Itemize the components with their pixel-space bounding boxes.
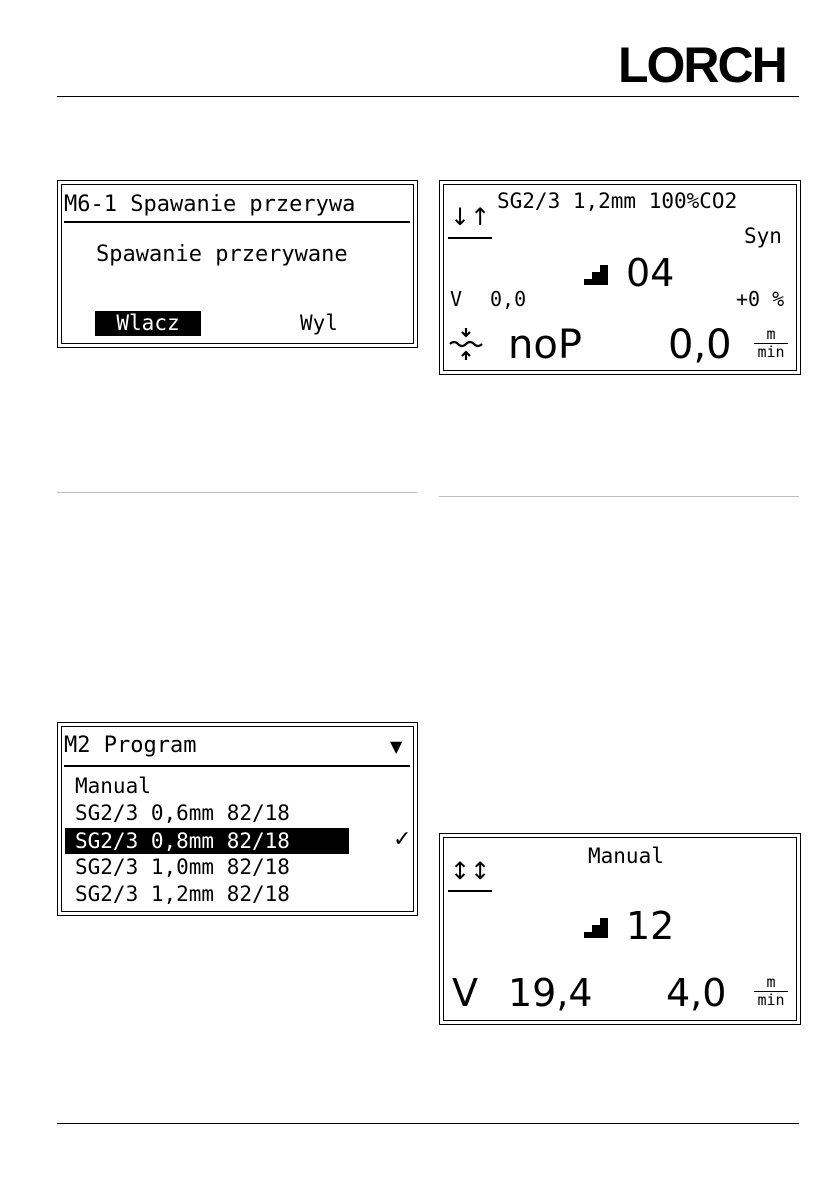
header-rule bbox=[57, 96, 799, 97]
lcd-manual-display bbox=[439, 833, 801, 1025]
main-program: SG2/3 1,2mm 100%CO2 bbox=[497, 189, 738, 213]
four-stroke-icon: ↕↕ bbox=[450, 857, 491, 885]
two-stroke-icon-underline bbox=[448, 237, 492, 239]
lcd-main-display bbox=[439, 180, 801, 375]
option-off[interactable]: Wyl bbox=[300, 311, 338, 335]
divider-right bbox=[439, 496, 799, 497]
m6-title: M6-1 Spawanie przerywa bbox=[64, 192, 356, 217]
manual-step: 12 bbox=[626, 904, 675, 948]
main-wire-speed: 0,0 bbox=[668, 322, 732, 368]
unit-bottom: min bbox=[757, 991, 785, 1009]
program-item-selected[interactable]: SG2/3 0,8mm 82/18 bbox=[65, 828, 349, 854]
step-icon bbox=[584, 918, 608, 938]
unit-bottom: min bbox=[757, 343, 785, 361]
m6-message: Spawanie przerywane bbox=[96, 242, 348, 267]
scroll-down-icon[interactable]: ▼ bbox=[390, 737, 403, 756]
four-stroke-icon-underline bbox=[448, 890, 492, 892]
program-item[interactable]: Manual bbox=[75, 774, 151, 798]
program-item[interactable]: SG2/3 1,2mm 82/18 bbox=[75, 882, 290, 906]
m2-title: M2 Program bbox=[64, 733, 197, 758]
lcd-m6-intermittent bbox=[57, 180, 418, 348]
lorch-logo: LORCH bbox=[618, 37, 786, 93]
manual-wire-speed: 4,0 bbox=[666, 971, 727, 1015]
manual-unit-fraction bbox=[754, 975, 788, 1008]
main-correction: +0 % bbox=[736, 287, 785, 311]
main-mode: Syn bbox=[744, 224, 782, 248]
step-icon bbox=[584, 265, 608, 285]
manual-title: Manual bbox=[588, 844, 664, 868]
lcd-m2-program bbox=[57, 722, 418, 916]
wire-feed-icon bbox=[448, 326, 484, 362]
unit-top: m bbox=[766, 325, 776, 343]
divider-left bbox=[57, 492, 417, 493]
m2-title-underline bbox=[64, 765, 410, 767]
program-item[interactable]: SG2/3 1,0mm 82/18 bbox=[75, 855, 290, 879]
manual-voltage: 19,4 bbox=[508, 971, 593, 1015]
main-voltage: 0,0 bbox=[490, 287, 527, 311]
program-item[interactable]: SG2/3 0,6mm 82/18 bbox=[75, 801, 290, 825]
main-unit-fraction bbox=[754, 327, 788, 360]
footer-rule bbox=[57, 1123, 799, 1124]
manual-voltage-label: V bbox=[452, 971, 478, 1015]
option-on[interactable]: Wlacz bbox=[95, 311, 201, 336]
main-step: 04 bbox=[626, 251, 675, 295]
m6-title-underline bbox=[64, 221, 410, 223]
unit-top: m bbox=[766, 973, 776, 991]
main-state: noP bbox=[508, 322, 582, 368]
main-voltage-label: V bbox=[450, 287, 463, 311]
two-stroke-icon: ↓↑ bbox=[450, 203, 491, 231]
check-icon: ✓ bbox=[393, 827, 412, 852]
